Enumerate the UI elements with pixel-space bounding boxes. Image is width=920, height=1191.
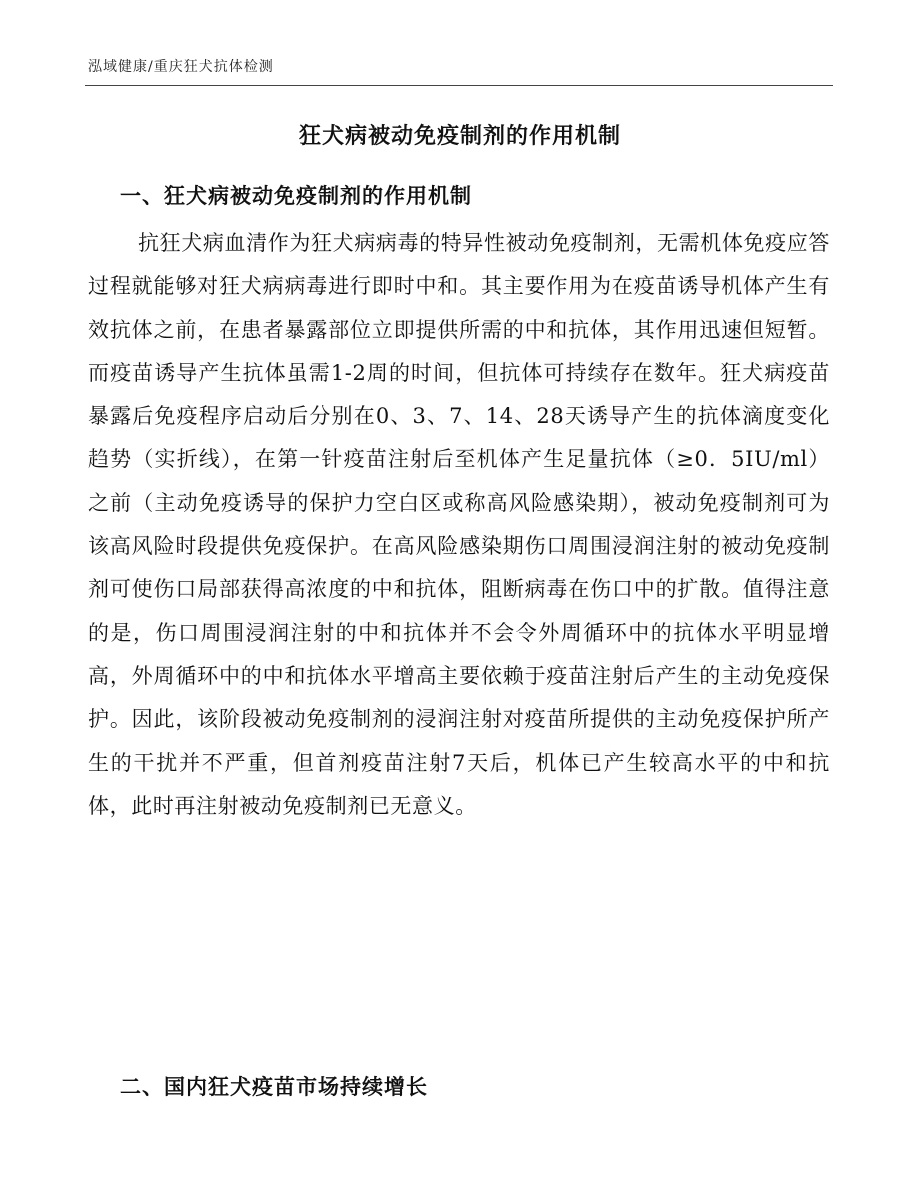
document-title: 狂犬病被动免疫制剂的作用机制	[298, 123, 621, 149]
header-divider	[85, 85, 833, 86]
section-1-paragraph: 抗狂犬病血清作为狂犬病病毒的特异性被动免疫制剂，无需机体免疫应答过程就能够对狂犬病病毒进行即时中和。其主要作用为在疫苗诱导机体产生有效抗体之前，在患者暴露部位立即提供所需的中和抗体，其作用迅速但短暂。而疫苗诱导产生抗体虽需1-2周的时间，但抗体可持续存在数年。狂犬病疫苗暴露后免疫程序启动后分别在0、3、7、14、28天诱导产生的抗体滴度变化趋势（实折线），在第一针疫苗注射后至机体产生足量抗体（≥0．5IU/ml）之前（主动免疫诱导的保护力空白区或称高风险感染期），被动免疫制剂可为该高风险时段提供免疫保护。在高风险感染期伤口周围浸润注射的被动免疫制剂可使伤口局部获得高浓度的中和抗体，阻断病毒在伤口中的扩散。值得注意的是，伤口周围浸润注射的中和抗体并不会令外周循环中的抗体水平明显增高，外周循环中的中和抗体水平增高主要依赖于疫苗注射后产生的主动免疫保护。因此，该阶段被动免疫制剂的浸润注射对疫苗所提供的主动免疫保护所产生的干扰并不严重，但首剂疫苗注射7天后，机体已产生较高水平的中和抗体，此时再注射被动免疫制剂已无意义。	[88, 231, 830, 818]
section-heading-2: 二、国内狂犬疫苗市场持续增长	[120, 1074, 428, 1099]
section-heading-1: 一、狂犬病被动免疫制剂的作用机制	[120, 183, 472, 208]
running-header: 泓域健康/重庆狂犬抗体检测	[88, 59, 274, 75]
